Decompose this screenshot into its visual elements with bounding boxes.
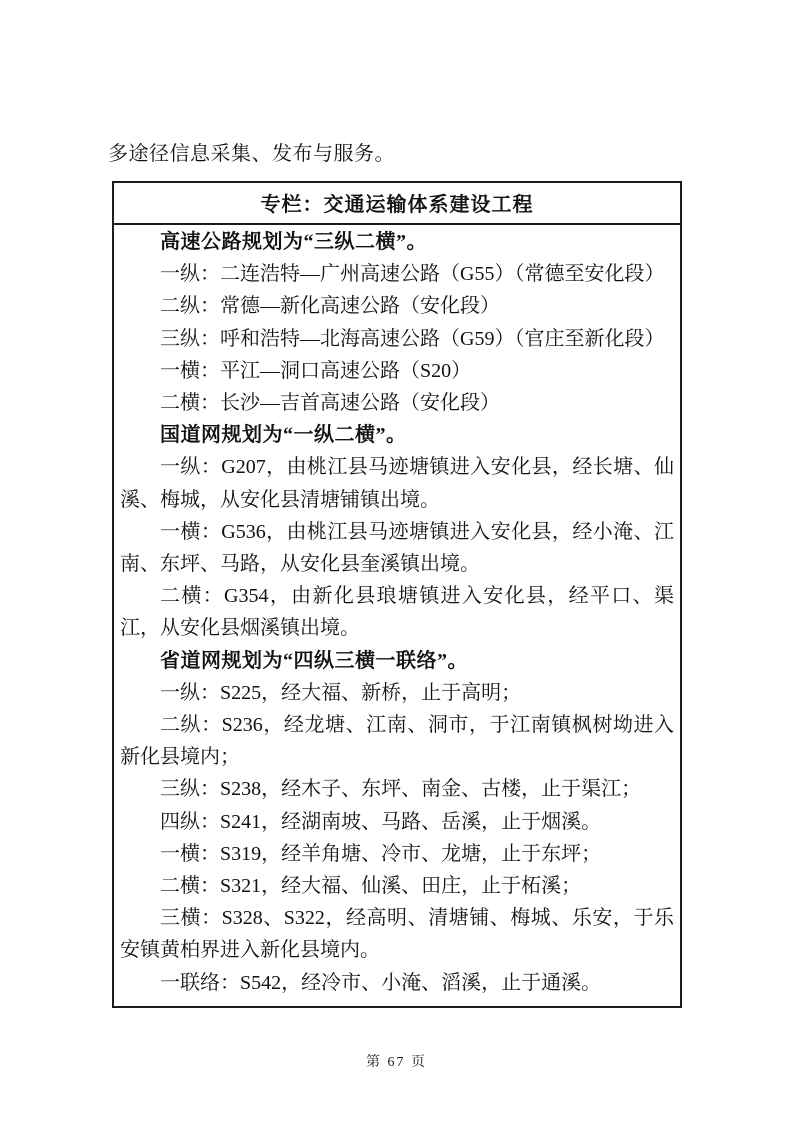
route-line: 三纵：呼和浩特—北海高速公路（G59）（官庄至新化段） — [160, 327, 665, 350]
route-line: 一横：S319，经羊角塘、冷市、龙塘，止于东坪； — [160, 842, 602, 865]
section-heading: 省道网规划为“四纵三横一联络”。 — [160, 649, 468, 672]
route-line: 二横：长沙—吉首高速公路（安化段） — [160, 392, 500, 415]
route-line: 三横：S328、S322，经高明、清塘铺、梅城、乐安，于乐安镇黄柏界进入新化县境内。 — [120, 907, 674, 962]
route-line: 一纵：G207，由桃江县马迹塘镇进入安化县，经长塘、仙溪、梅城，从安化县清塘铺镇出境。 — [120, 456, 674, 511]
section-heading: 高速公路规划为“三纵二横”。 — [160, 231, 427, 253]
route-line: 一横：G536，由桃江县马迹塘镇进入安化县，经小淹、江南、东坪、马路，从安化县奎溪镇出境。 — [120, 520, 674, 576]
route-line: 二横：S321，经大福、仙溪、田庄，止于柘溪； — [160, 875, 582, 898]
route-line: 四纵：S241，经湖南坡、马路、岳溪，止于烟溪。 — [160, 810, 602, 833]
route-line: 二纵：常德—新化高速公路（安化段） — [160, 295, 500, 318]
route-line: 一纵：S225，经大福、新桥，止于高明； — [160, 681, 522, 704]
feature-box-title: 专栏：交通运输体系建设工程 — [114, 183, 680, 225]
route-line: 三纵：S238，经木子、东坪、南金、古楼，止于渠江； — [160, 778, 642, 801]
page-number: 第 67 页 — [366, 1055, 427, 1070]
route-line: 一纵：二连浩特—广州高速公路（G55）（常德至安化段） — [160, 263, 665, 286]
route-line: 二横：G354，由新化县琅塘镇进入安化县，经平口、渠江，从安化县烟溪镇出境。 — [120, 585, 674, 640]
route-line: 一联络：S542，经冷市、小淹、滔溪，止于通溪。 — [160, 971, 602, 994]
feature-box-body — [114, 225, 680, 1006]
feature-box — [112, 181, 682, 1008]
intro-paragraph: 多途径信息采集、发布与服务。 — [108, 143, 395, 165]
section-heading: 国道网规划为“一纵二横”。 — [160, 424, 407, 447]
route-line: 一横：平江—洞口高速公路（S20） — [160, 359, 472, 382]
route-line: 二纵：S236，经龙塘、江南、洞市，于江南镇枫树坳进入新化县境内； — [120, 714, 674, 769]
